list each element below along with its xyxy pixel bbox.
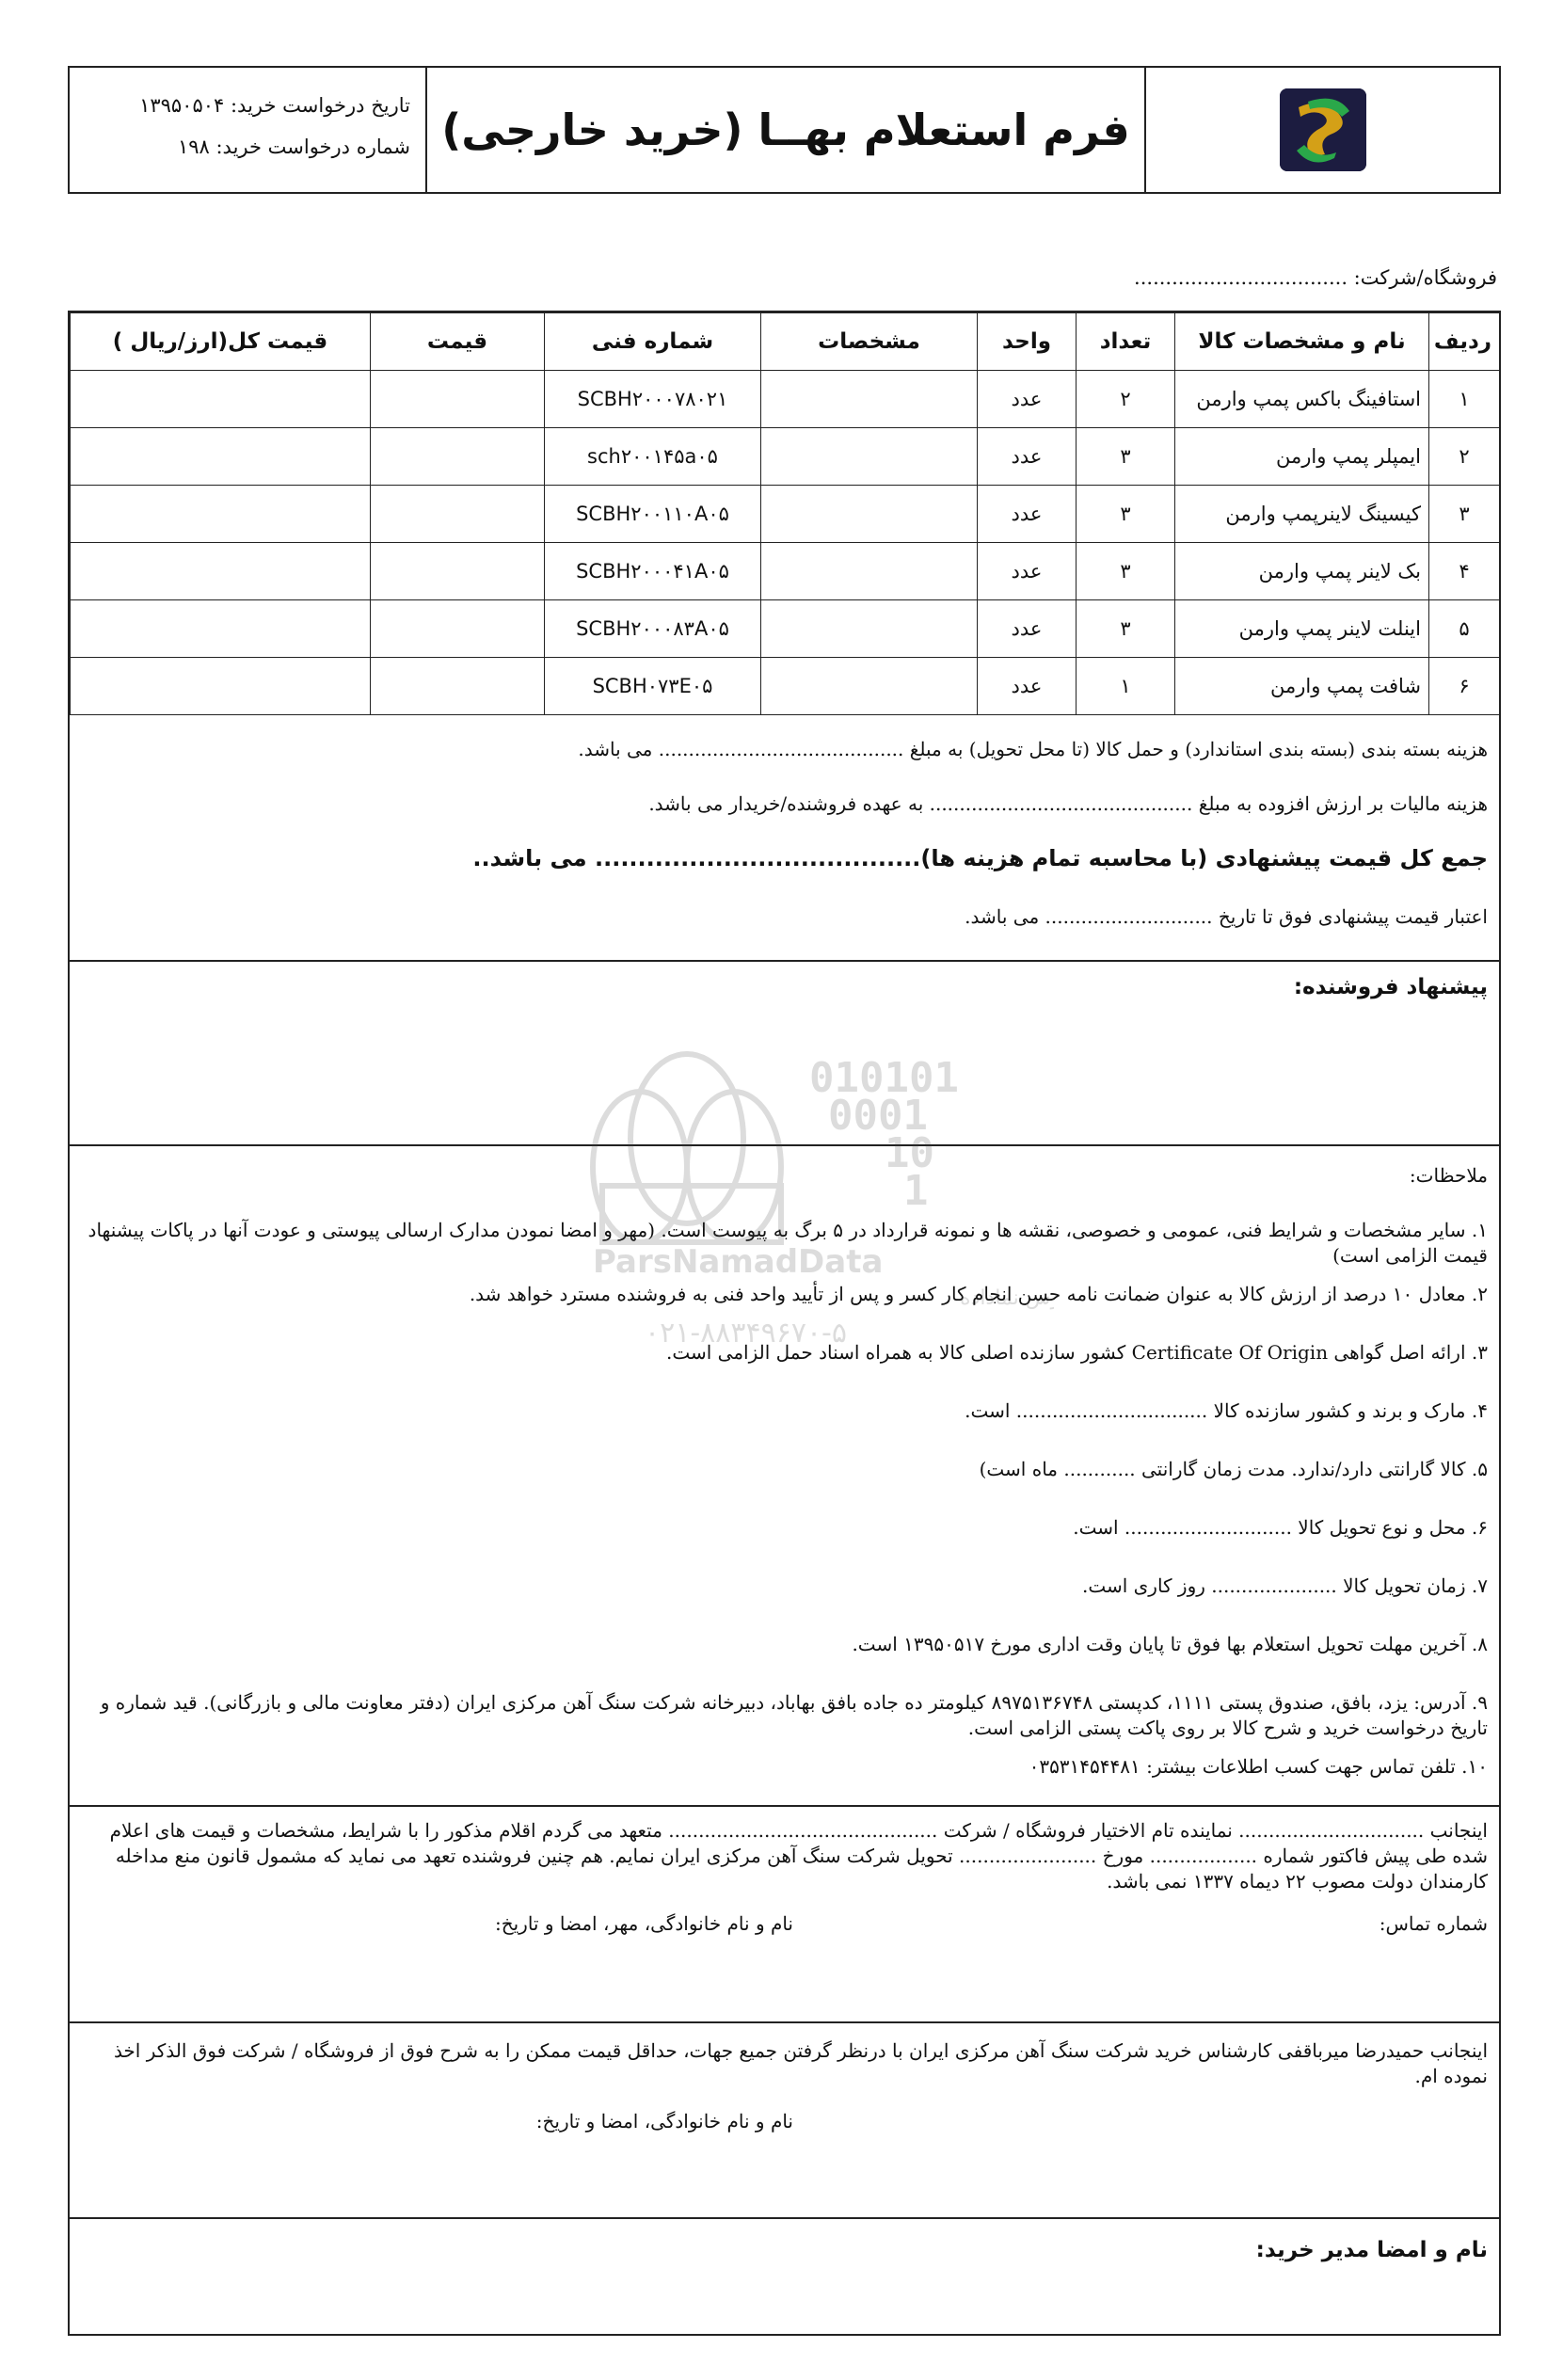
- row-number: ۶: [1429, 658, 1500, 715]
- watermark-logo: [527, 1016, 1054, 1355]
- form-header: [68, 66, 1501, 194]
- remarks-label: ملاحظات:: [1409, 1164, 1488, 1187]
- item-quantity: ۲: [1077, 371, 1175, 428]
- table-row: [71, 428, 1500, 486]
- item-total[interactable]: [71, 658, 371, 715]
- item-unit: عدد: [978, 600, 1077, 658]
- item-quantity: ۳: [1077, 486, 1175, 543]
- svg-text:0001: 0001: [828, 1092, 928, 1140]
- item-price[interactable]: [371, 371, 545, 428]
- table-row: [71, 486, 1500, 543]
- item-quantity: ۳: [1077, 428, 1175, 486]
- form-title: فرم استعلام بهــا (خرید خارجی): [425, 68, 1144, 192]
- item-spec: [761, 543, 978, 600]
- vat-cost-line: هزینه مالیات بر ارزش افزوده به مبلغ ............................................ به عهده فروشنده/خریدار می باشد.: [648, 792, 1488, 815]
- header-item-name: نام و مشخصات کالا: [1175, 313, 1429, 371]
- item-quantity: ۱: [1077, 658, 1175, 715]
- remark-item: ۳. ارائه اصل گواهی Certificate Of Origin کشور سازنده اصلی کالا به همراه اسناد حمل الزامی است.: [665, 1341, 1488, 1364]
- item-name: بک لاینر پمپ وارمن: [1175, 543, 1429, 600]
- remark-item: ۱۰. تلفن تماس جهت کسب اطلاعات بیشتر: ۰۳۵۳۱۴۵۴۴۸۱: [1029, 1755, 1488, 1778]
- header-row-number: ردیف: [1429, 313, 1500, 371]
- expert-signature-label: نام و نام خانوادگی، امضا و تاریخ:: [535, 2110, 793, 2132]
- item-name: استافینگ باکس پمپ وارمن: [1175, 371, 1429, 428]
- item-part-number: sch۲۰۰۱۴۵a۰۵: [545, 428, 761, 486]
- logo-cell: [1144, 68, 1499, 192]
- item-unit: عدد: [978, 486, 1077, 543]
- item-part-number: SCBH۲۰۰۰۷۸۰۲۱: [545, 371, 761, 428]
- watermark-brand: ParsNamadData: [593, 1243, 884, 1281]
- item-part-number: SCBH۲۰۰۱۱۰A۰۵: [545, 486, 761, 543]
- item-name: ایمپلر پمپ وارمن: [1175, 428, 1429, 486]
- header-quantity: تعداد: [1077, 313, 1175, 371]
- row-number: ۱: [1429, 371, 1500, 428]
- item-spec: [761, 371, 978, 428]
- svg-text:010101: 010101: [809, 1054, 959, 1102]
- item-quantity: ۳: [1077, 600, 1175, 658]
- purchase-manager-label: نام و امضا مدیر خرید:: [1255, 2238, 1488, 2262]
- table-row: [71, 600, 1500, 658]
- request-info: [70, 68, 425, 192]
- company-logo-icon: [1280, 88, 1366, 171]
- item-unit: عدد: [978, 428, 1077, 486]
- remark-item: ۴. مارک و برند و کشور سازنده کالا ................................ است.: [965, 1399, 1488, 1422]
- item-unit: عدد: [978, 543, 1077, 600]
- item-spec: [761, 658, 978, 715]
- commitment-text: اینجانب ............................... نماینده تام الاختیار فروشگاه / شرکت ............................................. متعهد می گردم اقلام مذکور را با شرایط، مشخصات و قیمت های اعلام شده طی پیش فاکتور شماره .................. مورخ ....................... تحویل شرکت سنگ آهن مرکزی ایران نمایم. هم چنین فروشنده تعهد می نماید که مشمول قانون منع مداخله کارمندان دولت مصوب ۲۲ دیماه ۱۳۳۷ نمی باشد.: [109, 1819, 1488, 1893]
- seller-offer-label: پیشنهاد فروشنده:: [1293, 975, 1488, 999]
- item-part-number: SCBH۲۰۰۰۴۱A۰۵: [545, 543, 761, 600]
- header-part-number: شماره فنی: [545, 313, 761, 371]
- header-specs: مشخصات: [761, 313, 978, 371]
- remark-item: ۹. آدرس: یزد، بافق، صندوق پستی ۱۱۱۱، کدپستی ۸۹۷۵۱۳۶۷۴۸ کیلومتر ده جاده بافق بهاباد، دبیرخانه شرکت سنگ آهن مرکزی ایران (دفتر معاونت مالی و بازرگانی). قید شماره و تاریخ درخواست خرید و شرح کالا بر روی پاکت پستی الزامی است.: [100, 1691, 1488, 1739]
- contact-label: شماره تماس:: [1379, 1912, 1488, 1935]
- packing-cost-line: هزینه بسته بندی (بسته بندی استاندارد) و حمل کالا (تا محل تحویل) به مبلغ ......................................... می باشد.: [578, 738, 1488, 760]
- divider: [70, 2021, 1499, 2023]
- item-part-number: SCBH۰۷۳E۰۵: [545, 658, 761, 715]
- divider: [70, 1805, 1499, 1807]
- remark-item: ۸. آخرین مهلت تحویل استعلام بها فوق تا پایان وقت اداری مورخ ۱۳۹۵۰۵۱۷ است.: [852, 1633, 1488, 1655]
- header-total-price: قیمت کل(ارز/ریال ): [71, 313, 371, 371]
- svg-text:1: 1: [903, 1167, 929, 1215]
- remark-item: ۷. زمان تحویل کالا ..................... روز کاری است.: [1081, 1574, 1488, 1597]
- table-row: [71, 371, 1500, 428]
- total-price-line: جمع کل قیمت پیشنهادی (با محاسبه تمام هزینه ها)...................................... می باشد..: [472, 845, 1488, 871]
- item-quantity: ۳: [1077, 543, 1175, 600]
- row-number: ۵: [1429, 600, 1500, 658]
- item-total[interactable]: [71, 543, 371, 600]
- item-spec: [761, 600, 978, 658]
- divider: [70, 2217, 1499, 2219]
- table-row: [71, 658, 1500, 715]
- item-price[interactable]: [371, 428, 545, 486]
- divider: [70, 960, 1499, 962]
- store-line: فروشگاه/شرکت: ..................................: [1134, 266, 1497, 289]
- item-price[interactable]: [371, 600, 545, 658]
- item-price[interactable]: [371, 658, 545, 715]
- item-name: کیسینگ لاینرپمپ وارمن: [1175, 486, 1429, 543]
- validity-line: اعتبار قیمت پیشنهادی فوق تا تاریخ ............................ می باشد.: [965, 905, 1488, 928]
- row-number: ۴: [1429, 543, 1500, 600]
- item-unit: عدد: [978, 658, 1077, 715]
- item-name: اینلت لاینر پمپ وارمن: [1175, 600, 1429, 658]
- watermark-phone: ۰۲۱-۸۸۳۴۹۶۷۰-۵: [644, 1317, 847, 1350]
- item-total[interactable]: [71, 371, 371, 428]
- item-part-number: SCBH۲۰۰۰۸۳A۰۵: [545, 600, 761, 658]
- item-name: شافت پمپ وارمن: [1175, 658, 1429, 715]
- row-number: ۳: [1429, 486, 1500, 543]
- seller-signature-label: نام و نام خانوادگی، مهر، امضا و تاریخ:: [494, 1912, 793, 1935]
- header-unit: واحد: [978, 313, 1077, 371]
- item-unit: عدد: [978, 371, 1077, 428]
- items-table: [70, 312, 1500, 715]
- item-total[interactable]: [71, 600, 371, 658]
- remark-item: ۱. سایر مشخصات و شرایط فنی، عمومی و خصوصی، نقشه ها و نمونه قرارداد در ۵ برگ به پیوست است. (مهر و امضا نمودن مدارک ارسالی پیوستی و عودت آنها در پاکات پیشنهاد قیمت الزامی است): [88, 1219, 1488, 1267]
- row-number: ۲: [1429, 428, 1500, 486]
- remark-item: ۵. کالا گارانتی دارد/ندارد. مدت زمان گارانتی ............ ماه است): [979, 1458, 1488, 1480]
- remark-item: ۶. محل و نوع تحویل کالا ............................ است.: [1073, 1516, 1488, 1539]
- request-number: شماره درخواست خرید: ۱۹۸: [177, 136, 410, 158]
- expert-statement: اینجانب حمیدرضا میرباقفی کارشناس خرید شرکت سنگ آهن مرکزی ایران با درنظر گرفتن جمیع جهات، حداقل قیمت ممکن را به شرح فوق از فروشگاه / شرکت فوق الذکر اخذ نموده ام.: [113, 2039, 1488, 2087]
- item-total[interactable]: [71, 486, 371, 543]
- item-spec: [761, 428, 978, 486]
- svg-text:10: 10: [885, 1129, 934, 1177]
- item-price[interactable]: [371, 486, 545, 543]
- item-spec: [761, 486, 978, 543]
- table-row: [71, 543, 1500, 600]
- table-header-row: [71, 313, 1500, 371]
- item-price[interactable]: [371, 543, 545, 600]
- header-price: قیمت: [371, 313, 545, 371]
- request-date: تاریخ درخواست خرید: ۱۳۹۵۰۵۰۴: [139, 94, 410, 117]
- watermark-text: س نماداده: [960, 1286, 1051, 1310]
- item-total[interactable]: [71, 428, 371, 486]
- remark-item: ۲. معادل ۱۰ درصد از ارزش کالا به عنوان ضمانت نامه حسن انجام کار کسر و پس از تأیید واحد فنی به فروشنده مسترد خواهد شد.: [469, 1283, 1488, 1305]
